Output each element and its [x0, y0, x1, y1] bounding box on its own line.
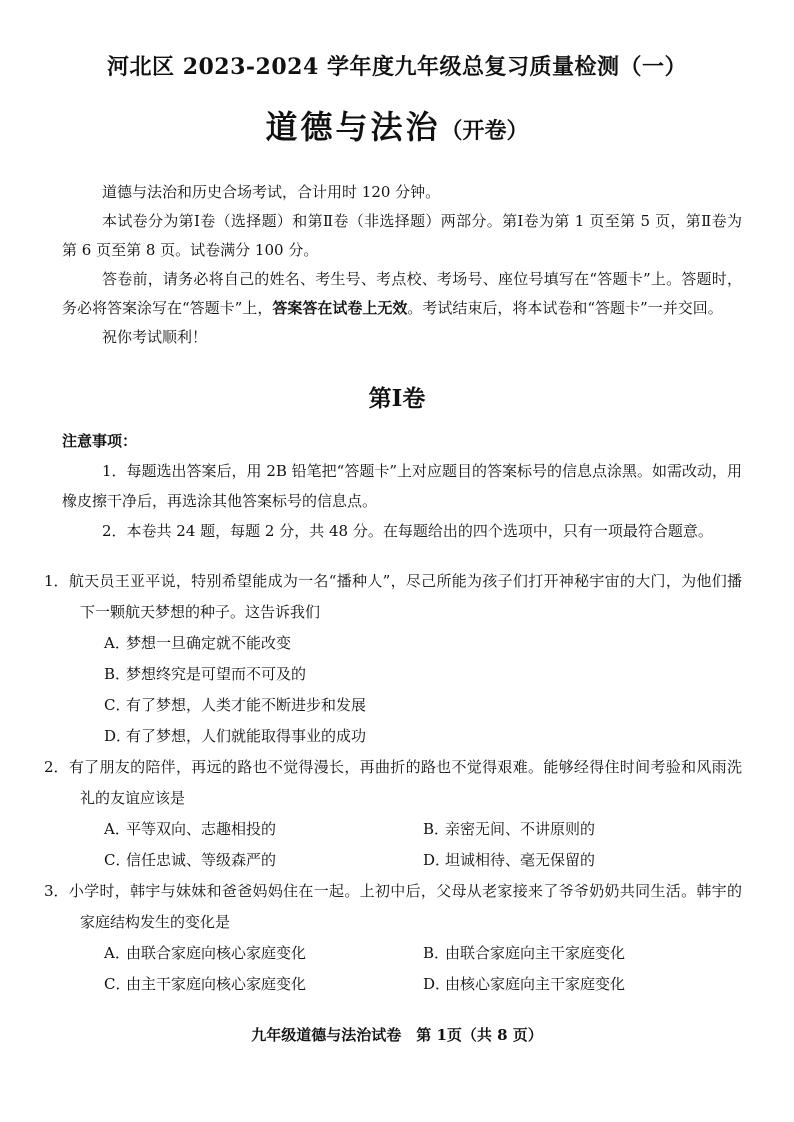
option-b [423, 938, 742, 969]
instruction-time: 道德与法治和历史合场考试，合计用时 120 分钟。 [102, 183, 441, 201]
option-text: 信任忠诚、等级森严的 [126, 851, 277, 869]
option-letter: A． [104, 634, 130, 652]
option-text: 由主干家庭向核心家庭变化 [126, 975, 307, 993]
option-letter: B． [104, 665, 131, 683]
option-text: 有了梦想，人们就能取得事业的成功 [126, 727, 367, 745]
option-c [104, 845, 423, 876]
question-3 [44, 876, 742, 1000]
option-text: 由核心家庭向主干家庭变化 [445, 975, 626, 993]
option-row [62, 628, 742, 659]
instruction-answer-card-c: 。考试结束后，将本试卷和“答题卡”一并交回。 [407, 299, 723, 317]
question-list [44, 566, 742, 1000]
option-a [104, 938, 423, 969]
option-c [104, 969, 423, 1000]
option-text: 有了梦想，人类才能不断进步和发展 [126, 696, 367, 714]
option-letter: C． [104, 696, 131, 714]
option-letter: C． [104, 851, 131, 869]
instruction-structure: 本试卷分为第Ⅰ卷（选择题）和第Ⅱ卷（非选择题）两部分。第Ⅰ卷为第 1 页至第 5 页，第Ⅱ卷为第 6 页至第 8 页。试卷满分 100 分。 [62, 212, 742, 259]
note-item-2: 2．本卷共 24 题，每题 2 分，共 48 分。在每题给出的四个选项中，只有一项最符合题意。 [102, 522, 713, 540]
question-text: 航天员王亚平说，特别希望能成为一名“播种人”，尽己所能为孩子们打开神秘宇宙的大门，为他们播下一颗航天梦想的种子。这告诉我们 [68, 572, 742, 621]
option-row [62, 938, 742, 969]
option-a [104, 814, 423, 845]
subject-note: （开卷） [440, 118, 529, 144]
option-text: 坦诚相待、毫无保留的 [445, 851, 596, 869]
subject-title [0, 102, 794, 148]
instruction-good-luck: 祝你考试顺利！ [102, 328, 208, 346]
question-text: 小学时，韩宇与妹妹和爸爸妈妈住在一起。上初中后，父母从老家接来了爷爷奶奶共同生活。韩宇的家庭结构发生的变化是 [68, 882, 742, 931]
option-letter: A． [104, 820, 130, 838]
option-letter: D． [423, 975, 451, 993]
option-d [104, 721, 724, 752]
notes [62, 426, 742, 546]
instruction-answer-card-a: 答卷前，请务必将自己的姓名、考生号、考点校、考场号、座位号填写在“答题卡”上。答题时，务必将答案涂写在“答题卡”上， [62, 270, 742, 317]
option-text: 平等双向、志趣相投的 [126, 820, 277, 838]
option-text: 梦想终究是可望而不可及的 [126, 665, 307, 683]
instruction-answer-card-bold: 答案答在试卷上无效 [272, 299, 408, 317]
option-text: 梦想一旦确定就不能改变 [126, 634, 292, 652]
question-number: 3． [44, 882, 69, 900]
notes-heading: 注意事项： [62, 432, 138, 450]
question-stem [44, 876, 742, 938]
option-d [423, 969, 742, 1000]
option-a [104, 628, 724, 659]
question-number: 1． [44, 572, 69, 590]
section-title: 第Ⅰ卷 [368, 385, 426, 412]
exam-title: 河北区 2023-2024 学年度九年级总复习质量检测（一） [107, 54, 687, 80]
option-c [104, 690, 724, 721]
subject-name: 道德与法治 [265, 108, 441, 146]
question-stem [44, 566, 742, 628]
option-letter: C． [104, 975, 131, 993]
note-item-1: 1．每题选出答案后，用 2B 铅笔把“答题卡”上对应题目的答案标号的信息点涂黑。如需改动，用橡皮擦干净后，再选涂其他答案标号的信息点。 [62, 462, 742, 510]
question-text: 有了朋友的陪伴，再远的路也不觉得漫长，再曲折的路也不觉得艰难。能够经得住时间考验和风雨洗礼的友谊应该是 [68, 758, 742, 807]
option-row [62, 659, 742, 690]
option-letter: B． [423, 820, 450, 838]
option-row [62, 814, 742, 845]
question-number: 2． [44, 758, 69, 776]
option-letter: B． [423, 944, 450, 962]
question-1 [44, 566, 742, 752]
option-row [62, 721, 742, 752]
option-d [423, 845, 742, 876]
option-row [62, 845, 742, 876]
option-text: 由联合家庭向主干家庭变化 [445, 944, 626, 962]
option-b [104, 659, 724, 690]
exam-instructions [62, 178, 742, 352]
option-row [62, 969, 742, 1000]
option-letter: D． [104, 727, 132, 745]
option-letter: A． [104, 944, 130, 962]
option-text: 亲密无间、不讲原则的 [445, 820, 596, 838]
instruction-answer-card [62, 265, 742, 323]
option-text: 由联合家庭向核心家庭变化 [126, 944, 307, 962]
question-2 [44, 752, 742, 876]
page-footer: 九年级道德与法治试卷 第 1页（共 8 页） [251, 1026, 543, 1044]
option-b [423, 814, 742, 845]
question-stem [44, 752, 742, 814]
option-letter: D． [423, 851, 451, 869]
option-row [62, 690, 742, 721]
